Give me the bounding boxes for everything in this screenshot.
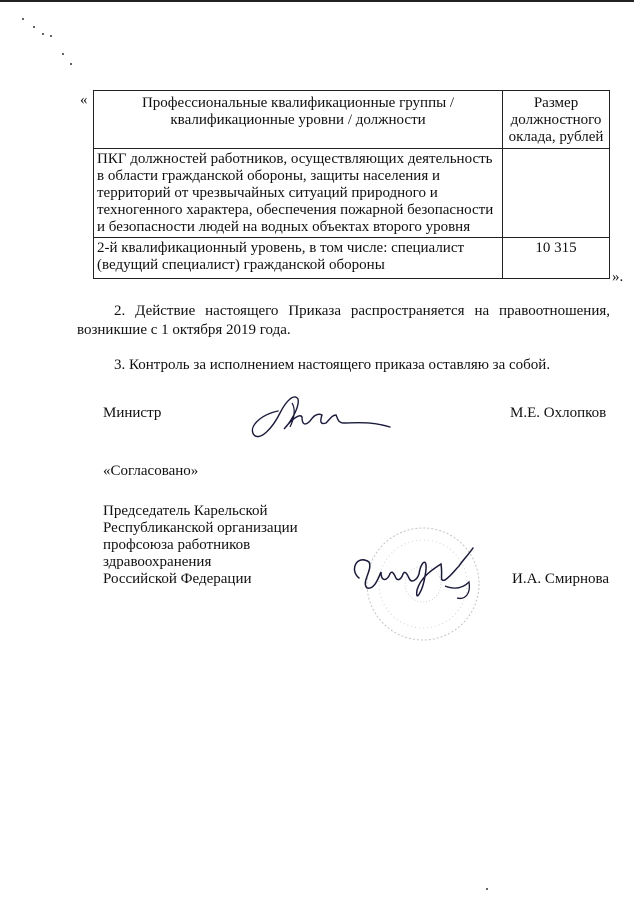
chair-title-line: Российской Федерации <box>103 571 252 587</box>
group-value-cell <box>503 149 610 238</box>
scan-speck <box>486 888 488 890</box>
header-positions: Профессиональные квалификационные группы / квалификационные уровни / должности <box>94 91 503 149</box>
level-salary-value: 10 315 <box>503 238 610 279</box>
table-close-quote: ». <box>612 269 624 285</box>
scan-speck <box>50 35 52 37</box>
paragraph-3: 3. Контроль за исполнением настоящего приказа оставляю за собой. <box>114 357 551 373</box>
minister-label: Министр <box>103 405 162 421</box>
table-open-quote: « <box>80 92 88 108</box>
chair-title-line: Председатель Карельской <box>103 503 268 519</box>
chair-title-block <box>103 503 298 588</box>
scan-speck <box>62 53 64 55</box>
paragraph-2: 2. Действие настоящего Приказа распространяется на правоотношения, возникшие с 1 октября 2019 года. <box>77 303 610 338</box>
chair-title-line: профсоюза работников <box>103 537 251 553</box>
scan-speck <box>70 63 72 65</box>
chair-title-line: здравоохранения <box>103 554 212 570</box>
salary-table <box>93 90 610 279</box>
scan-speck <box>42 33 44 35</box>
scan-speck <box>33 26 35 28</box>
table-header-row <box>94 91 610 149</box>
chair-name: И.А. Смирнова <box>512 571 610 587</box>
chair-seal-and-signature <box>345 520 495 655</box>
agreed-label: «Согласовано» <box>103 463 199 479</box>
level-name-cell: 2-й квалификационный уровень, в том числе: специалист (ведущий специалист) гражданской обороны <box>94 238 503 279</box>
minister-signature <box>240 383 410 443</box>
chair-title-line: Республиканской организации <box>103 520 298 536</box>
table-row <box>94 238 610 279</box>
minister-name: М.Е. Охлопков <box>510 405 607 421</box>
header-salary-size: Размер должностного оклада, рублей <box>503 91 610 149</box>
scan-top-edge <box>0 0 634 2</box>
scan-speck <box>22 18 24 20</box>
group-name-cell: ПКГ должностей работников, осуществляющих деятельность в области гражданской обороны, защиты населения и территорий от чрезвычайных ситуаций природного и техногенного характера, обеспечения пожарной безопасности и безопасности людей на водных объектах второго уровня <box>94 149 503 238</box>
table-row <box>94 149 610 238</box>
